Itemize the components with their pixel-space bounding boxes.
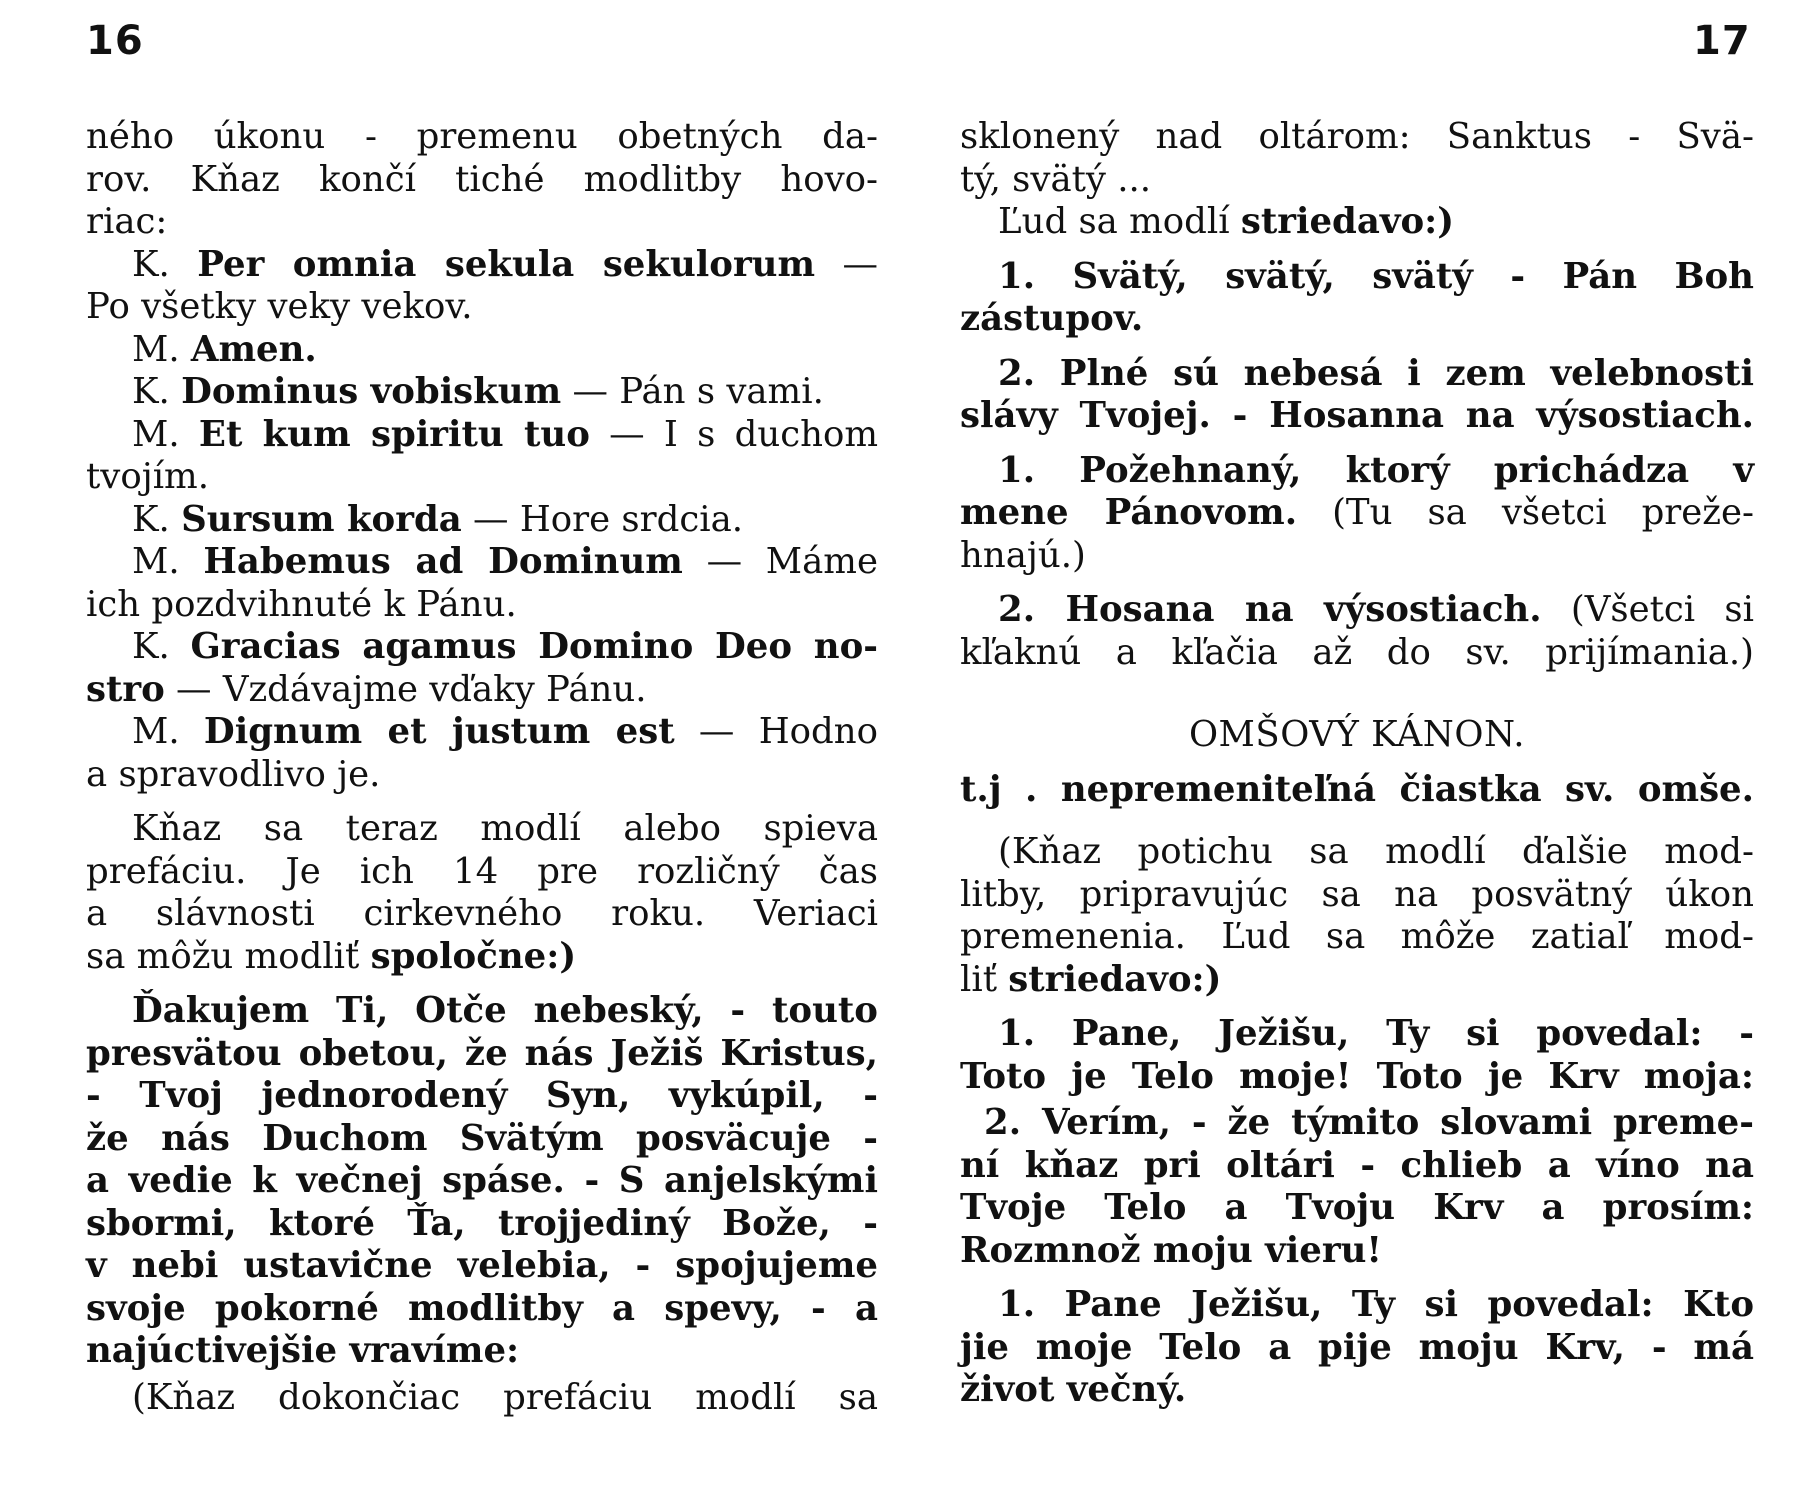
prayer-line: Rozmnož moju vieru! [960, 1229, 1382, 1271]
response-hosana [960, 589, 1754, 674]
canon-prayer [960, 1284, 1754, 1412]
prayer-line: život večný. [960, 1369, 1187, 1410]
response-line: zástupov. [960, 298, 1144, 339]
prayer-line: 1. Pane, Ježišu, Ty si povedal: - [998, 1013, 1754, 1054]
text-line: liť striedavo:) [960, 958, 1222, 1000]
preface-note [86, 808, 878, 978]
response-line: kľaknú a kľačia až do sv. prijímania.) [960, 631, 1754, 673]
response-line: hnajú.) [960, 534, 1086, 576]
response-line: mene Pánovom. (Tu sa všetci preže- [960, 492, 1754, 533]
response-line: 2. Plné sú nebesá i zem velebnosti [998, 352, 1754, 394]
prayer-line: sbormi, ktoré Ťa, trojjediný Bože, - [86, 1202, 878, 1244]
dialog-line: K. Per omnia sekula sekulorum — [132, 243, 878, 285]
prayer-line: jie moje Telo a pije moju Krv, - má [960, 1326, 1754, 1368]
prayer-line: 1. Pane Ježišu, Ty si povedal: Kto [998, 1284, 1754, 1325]
dialog-line: K. Sursum korda — Hore srdcia. [132, 498, 744, 540]
dialog-line: tvojím. [86, 456, 210, 497]
page-number-right: 17 [1693, 18, 1751, 64]
text-line: tý, svätý ... [960, 158, 1152, 200]
text-line: litby, pripravujúc sa na posvätný úkon [960, 873, 1754, 915]
prayer-line: že nás Duchom Svätým posväcuje - [86, 1117, 878, 1159]
text-line: rov. Kňaz končí tiché modlitby hovo- [86, 158, 878, 200]
prayer-line: - Tvoj jednorodený Syn, vykúpil, - [86, 1075, 878, 1116]
text-line: premenenia. Ľud sa môže zatiaľ mod- [960, 916, 1754, 957]
dialog-line: M. Amen. [132, 328, 317, 370]
prayer-thanks [86, 990, 878, 1373]
text-line: Kňaz sa teraz modlí alebo spieva [132, 808, 878, 849]
dialog-block [86, 244, 878, 797]
left-page-column [86, 116, 878, 1419]
prayer-line: a vedie k večnej spáse. - S anjelskými [86, 1160, 878, 1201]
dialog-line: a spravodlivo je. [86, 753, 381, 795]
response-heaven [960, 353, 1754, 438]
prayer-line: Toto je Telo moje! Toto je Krv moja: [960, 1055, 1754, 1097]
text-line: a slávnosti cirkevného roku. Veriaci [86, 893, 878, 934]
text-line: (Kňaz potichu sa modlí ďalšie mod- [998, 831, 1754, 872]
prayer-line: najúctivejšie vravíme: [86, 1330, 520, 1371]
canon-prayer [960, 1013, 1754, 1098]
text-line: sa môžu modliť spoločne:) [86, 935, 577, 977]
dialog-line: M. Habemus ad Dominum — Máme [132, 541, 878, 582]
page-number-left: 16 [86, 18, 144, 64]
closing-line: (Kňaz dokončiac prefáciu modlí sa [132, 1376, 878, 1418]
sanktus-intro [960, 116, 1754, 244]
intro-paragraph [86, 116, 878, 244]
text-line: riac: [86, 201, 168, 242]
response-line: 1. Svätý, svätý, svätý - Pán Boh [998, 255, 1754, 297]
response-line: 2. Hosana na výsostiach. (Všetci si [998, 589, 1755, 630]
text-line: Ľud sa modlí striedavo:) [998, 201, 1455, 242]
response-blessed [960, 450, 1754, 578]
prayer-line: Tvoje Telo a Tvoju Krv a prosím: [960, 1187, 1754, 1228]
prayer-line: v nebi ustavične velebia, - spojujeme [86, 1245, 878, 1286]
response-line: 1. Požehnaný, ktorý prichádza v [998, 449, 1754, 491]
response-sanctus [960, 256, 1754, 341]
prayer-line: 2. Verím, - že týmito slovami preme- [984, 1102, 1754, 1143]
canon-note [960, 831, 1754, 1001]
canon-prayer [960, 1102, 1754, 1272]
prayer-line: Ďakujem Ti, Otče nebeský, - touto [132, 990, 878, 1031]
section-subheading: t.j . nepremeniteľná čiastka sv. omše. [960, 768, 1754, 810]
response-line: slávy Tvojej. - Hosanna na výsostiach. [960, 395, 1754, 436]
section-heading: OMŠOVÝ KÁNON. [1188, 714, 1526, 755]
dialog-line: M. Et kum spiritu tuo — I s duchom [132, 413, 878, 455]
dialog-line: ich pozdvihnuté k Pánu. [86, 583, 517, 625]
dialog-line: M. Dignum et justum est — Hodno [132, 711, 878, 752]
text-line: prefáciu. Je ich 14 pre rozličný čas [86, 850, 878, 892]
text-line: ného úkonu - premenu obetných da- [86, 116, 878, 157]
dialog-line: stro — Vzdávajme vďaky Pánu. [86, 668, 647, 710]
text-line: sklonený nad oltárom: Sanktus - Svä- [960, 116, 1754, 157]
dialog-line: Po všetky veky vekov. [86, 286, 473, 327]
dialog-line: K. Gracias agamus Domino Deo no- [132, 626, 878, 667]
dialog-line: K. Dominus vobiskum — Pán s vami. [132, 371, 824, 412]
prayer-line: svoje pokorné modlitby a spevy, - a [86, 1287, 878, 1329]
prayer-line: ní kňaz pri oltári - chlieb a víno na [960, 1144, 1754, 1186]
right-page-column [960, 116, 1754, 1412]
prayer-line: presvätou obetou, že nás Ježiš Kristus, [86, 1032, 878, 1074]
